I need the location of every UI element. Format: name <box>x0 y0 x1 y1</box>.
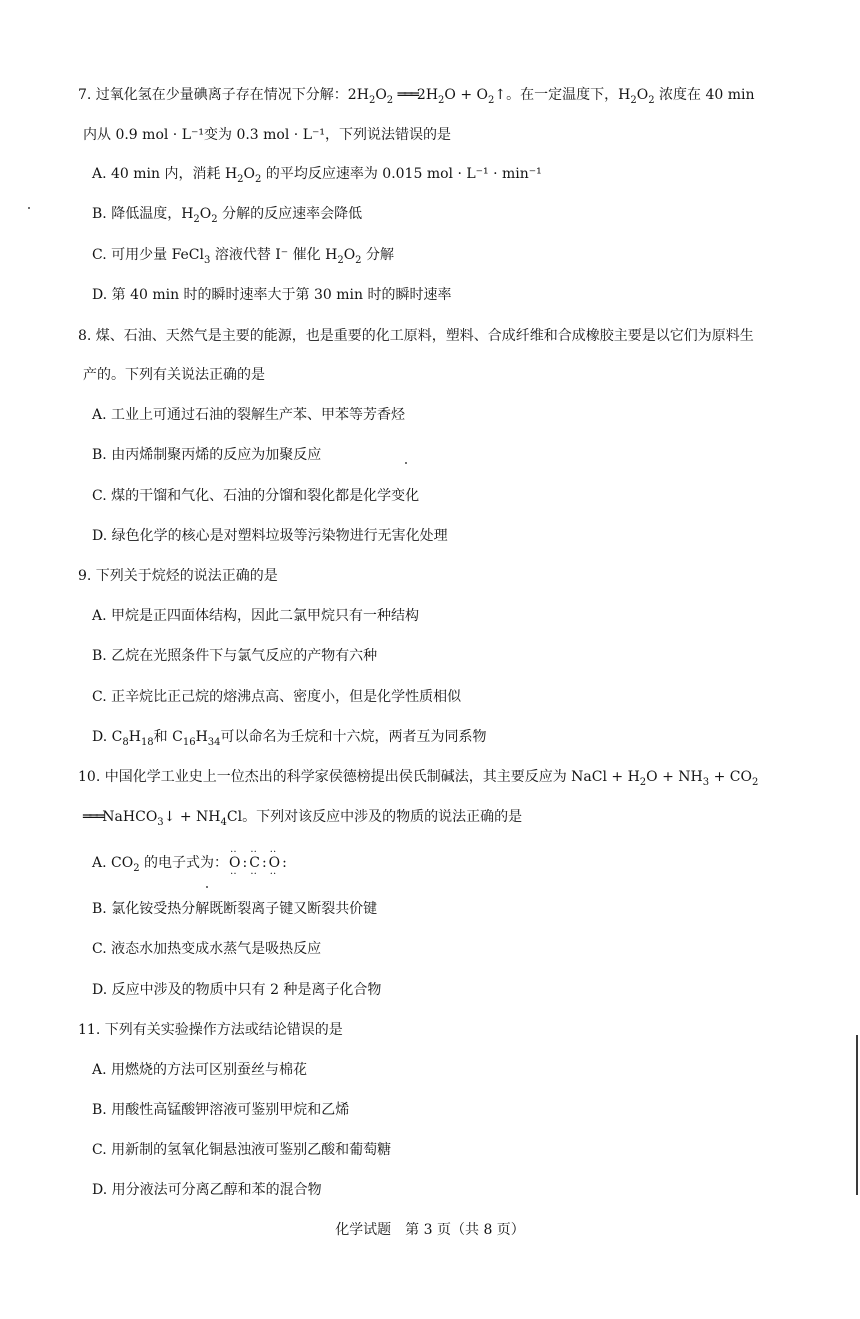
q10-stem-line2: ═══NaHCO$_3$↓ + $NH_4Cl$。下列对该反应中涉及的物质的说法正确的是 <box>83 809 523 828</box>
page-footer: 化学试题 第 3 页（共 8 页） <box>335 1222 525 1238</box>
q8-option-b: B. 由丙烯制聚丙烯的反应为加聚反应 <box>92 447 322 463</box>
q11-option-c: C. 用新制的氢氧化铜悬浊液可鉴别乙酸和葡萄糖 <box>92 1142 392 1158</box>
q10-option-d: D. 反应中涉及的物质中只有 2 种是离子化合物 <box>92 982 382 998</box>
q9-option-b: B. 乙烷在光照条件下与氯气反应的产物有六种 <box>92 648 378 664</box>
q7-option-b: B. 降低温度，$H_2O_2$ 分解的反应速率会降低 <box>92 206 363 225</box>
q10-option-c: C. 液态水加热变成水蒸气是吸热反应 <box>92 941 322 957</box>
q11-stem: 11. 下列有关实验操作方法或结论错误的是 <box>78 1022 343 1038</box>
q8-option-d: D. 绿色化学的核心是对塑料垃圾等污染物进行无害化处理 <box>92 528 448 544</box>
scan-edge-line <box>856 1035 858 1195</box>
q9-option-c: C. 正辛烷比正己烷的熔沸点高、密度小，但是化学性质相似 <box>92 689 462 705</box>
q8-stem-line1: 8. 煤、石油、天然气是主要的能源，也是重要的化工原料，塑料、合成纤维和合成橡胶主要是以它们为原料生 <box>78 328 754 344</box>
scan-speck <box>206 886 208 888</box>
q7-option-a: A. 40 min 内，消耗 $H_2O_2$ 的平均反应速率为 0.015 mol · L⁻¹ · min⁻¹ <box>92 166 542 185</box>
q10-option-b: B. 氯化铵受热分解既断裂离子键又断裂共价键 <box>92 901 378 917</box>
q7-option-d: D. 第 40 min 时的瞬时速率大于第 30 min 时的瞬时速率 <box>92 287 452 303</box>
q10-stem-line1: 10. 中国化学工业史上一位杰出的科学家侯德榜提出侯氏制碱法，其主要反应为 NaCl + $H_2O + NH_3 + CO_2$ <box>78 769 759 788</box>
q7-stem-line2: 内从 0.9 mol · L⁻¹变为 0.3 mol · L⁻¹，下列说法错误的是 <box>83 127 451 143</box>
q8-stem-line2: 产的。下列有关说法正确的是 <box>83 367 265 383</box>
q10-option-a: A. $CO_2$ 的电子式为：‥ O ‥ :‥ C ‥ :‥ O ‥ : <box>92 852 832 872</box>
q9-option-d: D. $C_8H_{18}$和 $C_{16}H_{34}$可以命名为壬烷和十六烷，两者互为同系物 <box>92 729 487 748</box>
q8-option-c: C. 煤的干馏和气化、石油的分馏和裂化都是化学变化 <box>92 488 420 504</box>
q11-option-d: D. 用分液法可分离乙醇和苯的混合物 <box>92 1182 322 1198</box>
q11-option-b: B. 用酸性高锰酸钾溶液可鉴别甲烷和乙烯 <box>92 1102 350 1118</box>
q11-option-a: A. 用燃烧的方法可区别蚕丝与棉花 <box>92 1062 308 1078</box>
q7-option-c: C. 可用少量 FeCl$_3$ 溶液代替 I⁻ 催化 $H_2O_2$ 分解 <box>92 247 394 266</box>
scan-speck <box>28 207 30 209</box>
scan-speck <box>405 462 407 464</box>
q9-option-a: A. 甲烷是正四面体结构，因此二氯甲烷只有一种结构 <box>92 608 420 624</box>
q9-stem: 9. 下列关于烷烃的说法正确的是 <box>78 568 278 584</box>
q7-stem-line1: 7. 过氧化氢在少量碘离子存在情况下分解：$2H_2O_2$ $═══2H_2O$ + $O_2↑$。在一定温度下，$H_2O_2$ 浓度在 40 min <box>78 87 755 106</box>
q8-option-a: A. 工业上可通过石油的裂解生产苯、甲苯等芳香烃 <box>92 407 406 423</box>
